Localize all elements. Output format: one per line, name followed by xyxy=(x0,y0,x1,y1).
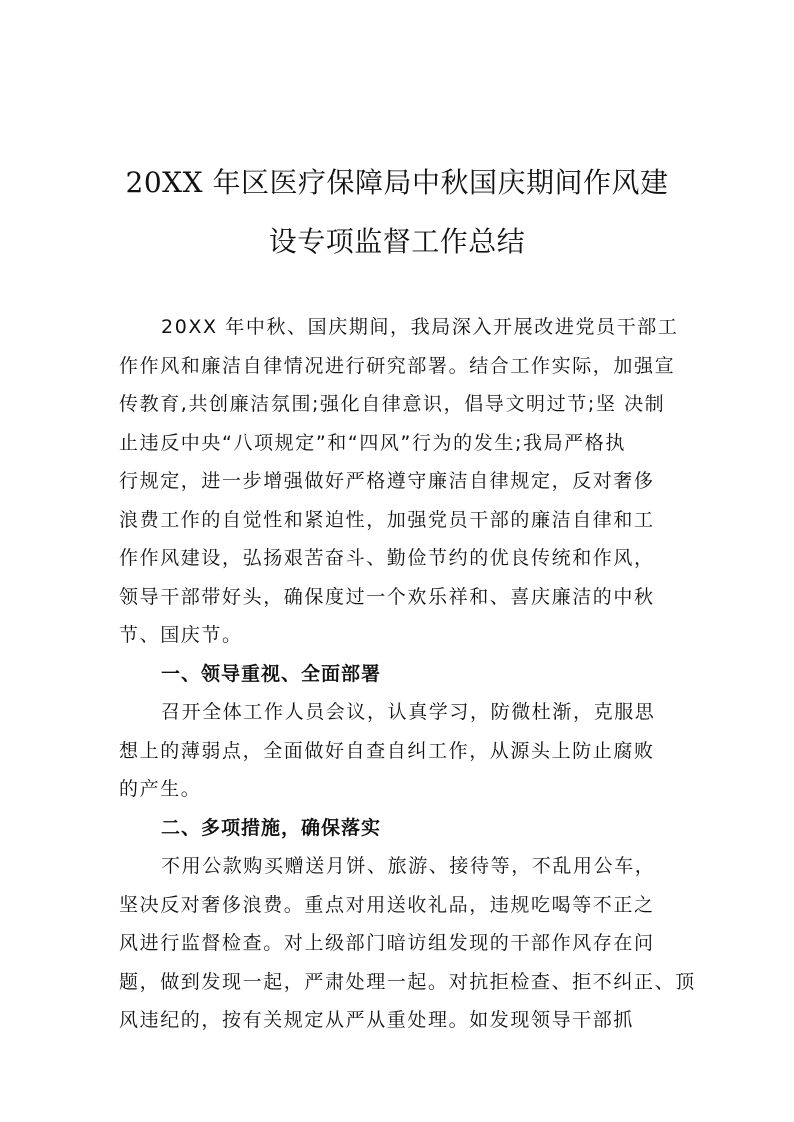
paragraph-section-1-line: 想上的薄弱点，全面做好自查自纠工作，从源头上防止腐败 xyxy=(119,739,655,762)
paragraph-section-2-line: 坚决反对奢侈浪费。重点对用送收礼品，违规吃喝等不正之 xyxy=(119,893,655,916)
paragraph-intro-line: 作作风建设，弘扬艰苦奋斗、勤俭节约的优良传统和作风， xyxy=(119,547,655,569)
document-title-line-2: 设专项监督工作总结 xyxy=(268,225,526,258)
paragraph-section-2-line: 题，做到发现一起，严肃处理一起。对抗拒检查、拒不纠正、顶 xyxy=(119,970,696,993)
section-heading-1: 一、领导重视、全面部署 xyxy=(161,662,382,685)
paragraph-intro-line: 领导干部带好头，确保度过一个欢乐祥和、喜庆廉洁的中秋 xyxy=(119,585,655,608)
paragraph-intro-line: 行规定，进一步增强做好严格遵守廉洁自律规定，反对奢侈 xyxy=(119,470,655,492)
section-heading-2: 二、多项措施，确保落实 xyxy=(161,816,382,839)
paragraph-intro-line: 止违反中央“八项规定”和“四风”行为的发生;我局严格执 xyxy=(119,431,626,454)
paragraph-intro-line: 20XX 年中秋、国庆期间，我局深入开展改进党员干部工 xyxy=(161,316,679,338)
paragraph-intro-line: 传教育,共创廉洁氛围;强化自律意识，倡导文明过节;坚 决制 xyxy=(119,393,666,415)
paragraph-section-2-line: 不用公款购买赠送月饼、旅游、接待等，不乱用公车， xyxy=(161,855,656,877)
paragraph-intro-line: 节、国庆节。 xyxy=(119,624,243,646)
paragraph-intro-line: 浪费工作的自觉性和紧迫性，加强党员干部的廉洁自律和工 xyxy=(119,508,655,531)
paragraph-intro-line: 作作风和廉洁自律情况进行研究部署。结合工作实际，加强宣 xyxy=(119,354,676,377)
paragraph-section-1-line: 的产生。 xyxy=(119,778,202,800)
paragraph-section-2-line: 风进行监督检查。对上级部门暗访组发现的干部作风存在问 xyxy=(119,932,655,954)
document-title-line-1: 20XX 年区医疗保障局中秋国庆期间作风建 xyxy=(125,166,669,199)
paragraph-section-1-line: 召开全体工作人员会议，认真学习，防微杜渐，克服思 xyxy=(161,701,656,723)
document-body xyxy=(119,308,696,1040)
paragraph-section-2-line: 风违纪的，按有关规定从严从重处理。如发现领导干部抓 xyxy=(119,1009,635,1031)
